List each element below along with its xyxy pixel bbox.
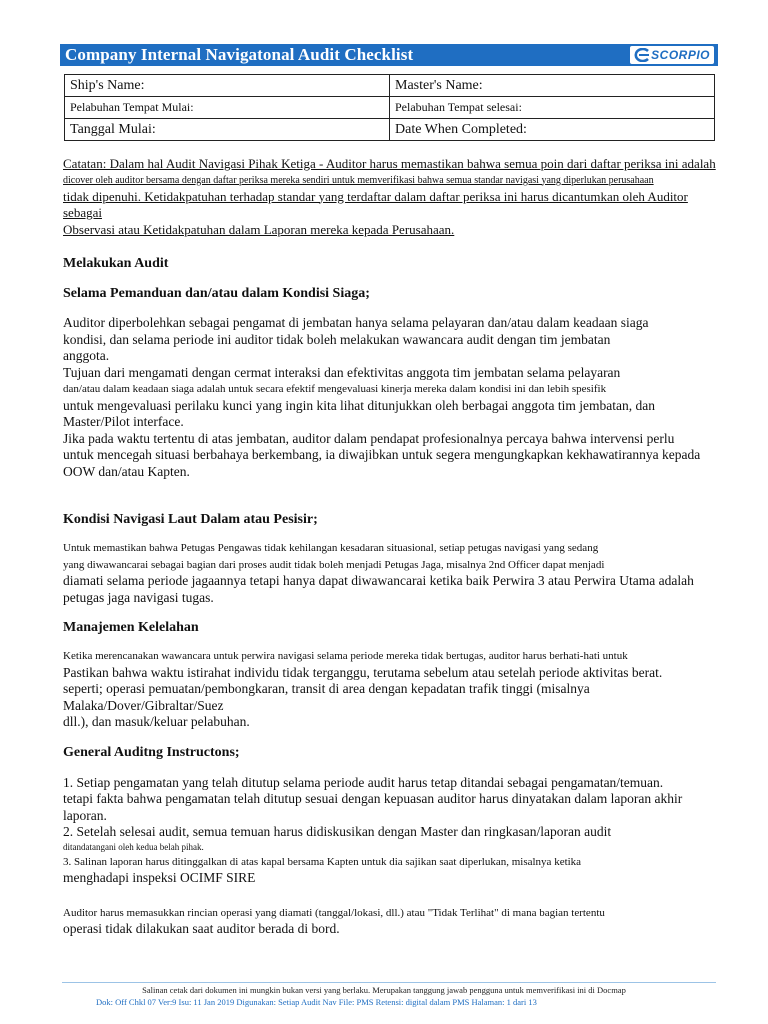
text-line: Ketika merencanakan wawancara untuk perwira navigasi selama periode mereka tidak bertugas, auditor harus berhati-hati untuk	[63, 650, 628, 662]
text-line: Auditor diperbolehkan sebagai pengamat di jembatan hanya selama pelayaran dan/atau dalam keadaan siaga	[63, 315, 649, 330]
text-line: Untuk memastikan bahwa Petugas Pengawas tidak kehilangan kesadaran situasional, setiap petugas navigasi yang sedang	[63, 542, 599, 554]
list-item: 1. Setiap pengamatan yang telah ditutup selama periode audit harus tetap ditandai sebagai pengamatan/temuan.	[63, 774, 664, 790]
text-line: OOW dan/atau Kapten.	[63, 463, 190, 479]
general-instructions	[63, 775, 723, 887]
text-line: Auditor harus memasukkan rincian operasi yang diamati (tanggal/lokasi, dll.) atau "Tidak Terlihat" di mana bagian tertentu	[63, 906, 605, 919]
document-title: Company Internal Navigatonal Audit Checklist	[65, 45, 414, 64]
text-line: seperti; operasi pemuatan/pembongkaran, transit di area dengan kepadatan trafik tinggi (misalnya Malaka/Dover/Gibraltar/Suez	[63, 681, 590, 713]
text-line: laporan.	[63, 807, 107, 823]
section-heading-general: General Auditng Instructons;	[63, 744, 240, 760]
text-line: dll.), dan masuk/keluar pelabuhan.	[63, 714, 250, 729]
pilotage-paragraph	[63, 315, 723, 480]
text-line: operasi tidak dilakukan saat auditor berada di bord.	[63, 921, 340, 936]
logo-text: SCORPIO	[651, 48, 710, 62]
date-start-field[interactable]: Tanggal Mulai:	[65, 119, 390, 141]
note-line: tidak dipenuhi. Ketidakpatuhan terhadap standar yang terdaftar dalam daftar periksa ini harus dicantumkan oleh Auditor sebagai	[63, 188, 688, 220]
text-line: ditandatangani oleh kedua belah pihak.	[63, 841, 204, 852]
text-line: diamati selama periode jagaannya tetapi hanya dapat diwawancarai ketika baik Perwira 3 atau Perwira Utama adalah	[63, 573, 694, 588]
navigation-paragraph	[63, 540, 723, 606]
footer-document-info: Dok: Off Chkl 07 Ver:9 Isu: 11 Jan 2019 Digunakan: Setiap Audit Nav File: PMS Retensi: digital dalam PMS Halaman: 1 dari 13	[96, 997, 537, 1007]
ship-info-table	[64, 74, 715, 141]
text-line: yang diwawancarai sebagai bagian dari proses audit tidak boleh menjadi Petugas Jaga, misalnya 2nd Officer dapat menjadi	[63, 558, 605, 571]
section-heading-conduct: Melakukan Audit	[63, 256, 169, 271]
text-line: anggota.	[63, 348, 110, 363]
list-item: 2. Setelah selesai audit, semua temuan harus didiskusikan dengan Master dan ringkasan/laporan audit	[63, 824, 612, 839]
footer-disclaimer: Salinan cetak dari dokumen ini mungkin bukan versi yang berlaku. Merupakan tanggung jawab pengguna untuk memverifikasi ini di Docmap	[142, 985, 626, 995]
note-line: Observasi atau Ketidakpatuhan dalam Laporan mereka kepada Perusahaan.	[63, 221, 455, 237]
note-line: Catatan: Dalam hal Audit Navigasi Pihak Ketiga - Auditor harus memastikan bahwa semua poin dari daftar periksa ini adalah	[63, 156, 716, 171]
table-row	[65, 119, 715, 141]
text-line: menghadapi inspeksi OCIMF SIRE	[63, 870, 256, 885]
note-line: dicover oleh auditor bersama dengan daftar periksa mereka sendiri untuk memverifikasi bahwa semua standar navigasi yang diperlukan perusahaan	[63, 174, 654, 186]
master-name-field[interactable]: Master's Name:	[390, 75, 715, 97]
text-line: Pastikan bahwa waktu istirahat individu tidak terganggu, terutama sebelum atau setelah periode aktivitas berat.	[63, 664, 663, 680]
text-line: tetapi fakta bahwa pengamatan telah ditutup sesuai dengan kepuasan auditor harus dinyatakan dalam laporan akhir	[63, 791, 683, 806]
text-line: Tujuan dari mengamati dengan cermat interaksi dan efektivitas anggota tim jembatan selama pelayaran	[63, 364, 621, 380]
section-heading-fatigue: Manajemen Kelelahan	[63, 620, 199, 635]
text-line: petugas jaga navigasi tugas.	[63, 589, 214, 605]
document-body	[63, 156, 723, 938]
text-line: untuk mencegah situasi berbahaya berkembang, ia diwajibkan untuk segera mengungkapkan kekhawatirannya kepada	[63, 447, 701, 462]
footer-divider	[62, 982, 716, 983]
table-row	[65, 75, 715, 97]
text-line: dan/atau dalam keadaan siaga adalah untuk secara efektif mengevaluasi kinerja mereka dalam kondisi ini dan lebih spesifik	[63, 383, 607, 395]
port-end-field[interactable]: Pelabuhan Tempat selesai:	[390, 97, 715, 119]
closing-paragraph	[63, 905, 723, 938]
text-line: Jika pada waktu tertentu di atas jembatan, auditor dalam pendapat profesionalnya percaya bahwa intervensi perlu	[63, 430, 675, 446]
list-item: 3. Salinan laporan harus ditinggalkan di atas kapal bersama Kapten untuk dia sajikan saat diperlukan, misalnya ketika	[63, 855, 582, 868]
text-line: kondisi, dan selama periode ini auditor tidak boleh melakukan wawancara audit dengan tim jembatan	[63, 331, 611, 347]
date-completed-field[interactable]: Date When Completed:	[390, 119, 715, 141]
text-line: untuk mengevaluasi perilaku kunci yang ingin kita lihat ditunjukkan oleh berbagai anggota tim jembatan, dan	[63, 397, 655, 413]
scorpio-logo-icon	[634, 48, 650, 62]
port-start-field[interactable]: Pelabuhan Tempat Mulai:	[65, 97, 390, 119]
ship-name-field[interactable]: Ship's Name:	[65, 75, 390, 97]
audit-note	[63, 156, 723, 238]
section-heading-navigation: Kondisi Navigasi Laut Dalam atau Pesisir;	[63, 512, 318, 527]
scorpio-logo	[630, 46, 714, 64]
section-heading-pilotage: Selama Pemanduan dan/atau dalam Kondisi Siaga;	[63, 286, 370, 301]
document-header	[60, 44, 718, 66]
fatigue-paragraph	[63, 648, 723, 731]
text-line: Master/Pilot interface.	[63, 414, 184, 429]
table-row	[65, 97, 715, 119]
